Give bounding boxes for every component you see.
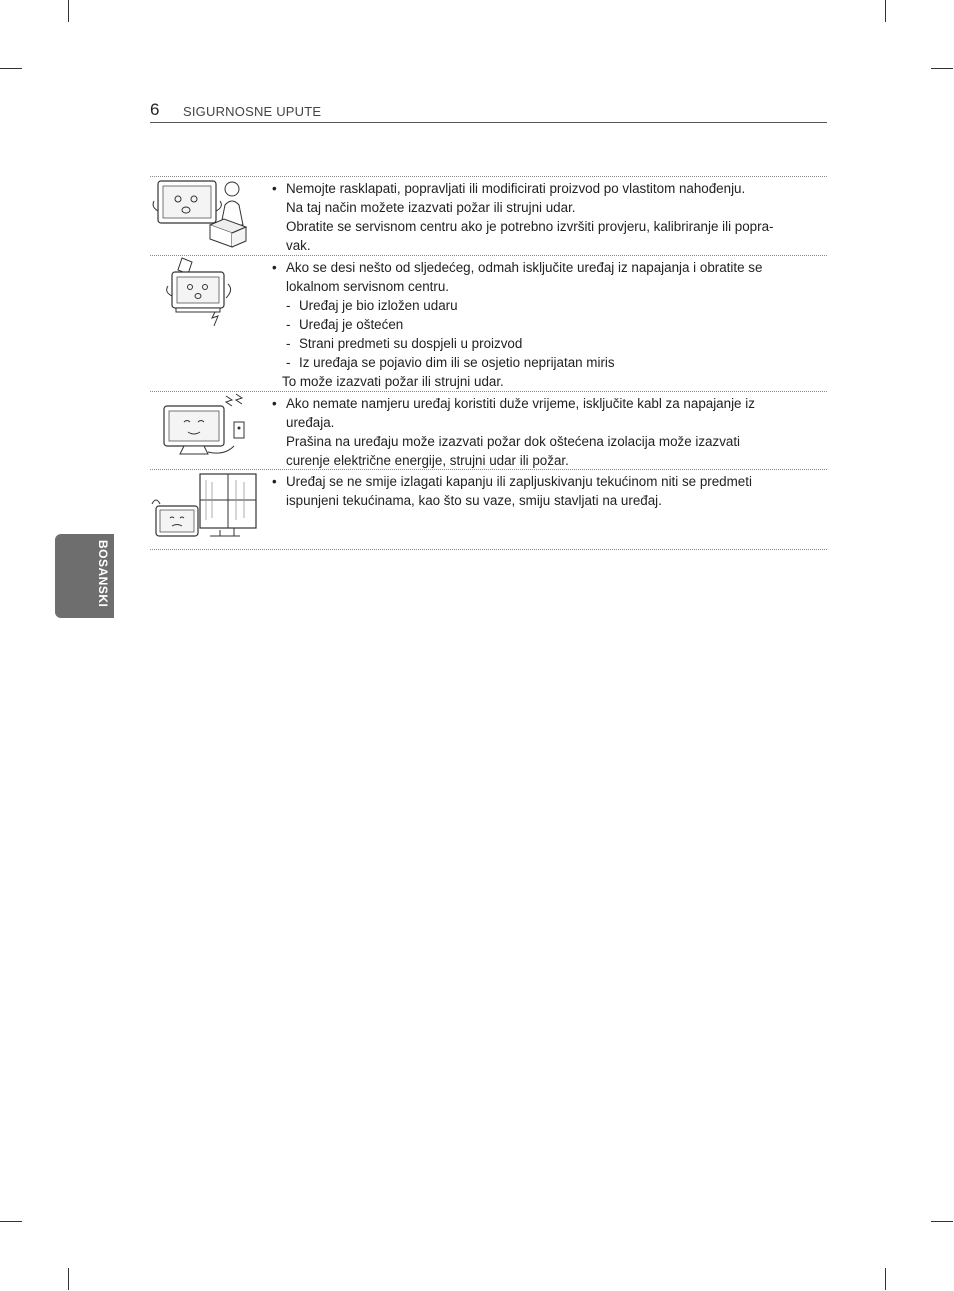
- sub-item: - Strani predmeti su dospjeli u proizvod: [272, 334, 827, 353]
- safety-row: [150, 177, 827, 256]
- safety-row: [150, 256, 827, 392]
- text-line: Na taj način možete izazvati požar ili strujni udar.: [286, 200, 576, 215]
- safety-text: [272, 177, 827, 255]
- bullet-item: • Nemojte rasklapati, popravljati ili modificirati proizvod po vlastitom nahođenju.: [272, 179, 827, 198]
- crop-mark: [68, 0, 69, 22]
- crop-mark: [931, 68, 953, 69]
- text-line: ispunjeni tekućinama, kao što su vaze, smiju stavljati na uređaj.: [286, 493, 662, 508]
- bullet-item: • Uređaj se ne smije izlagati kapanju ili zapljuskivanju tekućinom niti se predmeti: [272, 472, 827, 491]
- text-line: vak.: [286, 238, 311, 253]
- tv-unplugged-illustration: [150, 392, 260, 466]
- safety-row: [150, 392, 827, 470]
- safety-text: [272, 392, 827, 470]
- language-tab-label: BOSANSKI: [96, 540, 110, 608]
- text-line: lokalnom servisnom centru.: [286, 279, 449, 294]
- crop-mark: [0, 1221, 22, 1222]
- bullet-item: • Ako se desi nešto od sljedećeg, odmah isključite uređaj iz napajanja i obratite se: [272, 258, 827, 277]
- sub-item: - Uređaj je bio izložen udaru: [272, 296, 827, 315]
- text-line: To može izazvati požar ili strujni udar.: [282, 374, 504, 389]
- safety-text: [272, 256, 827, 391]
- bullet-item: • Ako nemate namjeru uređaj koristiti duže vrijeme, isključite kabl za napajanje iz: [272, 394, 827, 413]
- safety-table: [150, 176, 827, 550]
- text-line: uređaja.: [286, 415, 335, 430]
- tv-liquid-illustration: [150, 470, 260, 548]
- page-number: 6: [150, 100, 160, 119]
- section-title: SIGURNOSNE UPUTE: [183, 104, 322, 119]
- tv-disassembly-illustration: [150, 177, 260, 253]
- language-tab: [55, 534, 114, 618]
- text-line: Prašina na uređaju može izazvati požar dok oštećena izolacija može izazvati: [286, 434, 741, 449]
- sub-item: - Iz uređaja se pojavio dim ili se osjetio neprijatan miris: [272, 353, 827, 372]
- text-line: Obratite se servisnom centru ako je potrebno izvršiti provjeru, kalibriranje ili popra-: [286, 219, 774, 234]
- crop-mark: [0, 68, 22, 69]
- sub-item: - Uređaj je oštećen: [272, 315, 827, 334]
- text-line: curenje električne energije, strujni udar ili požar.: [286, 453, 569, 468]
- safety-text: [272, 470, 827, 510]
- crop-mark: [885, 1268, 886, 1290]
- tv-impact-illustration: [150, 256, 260, 336]
- page-header: [150, 100, 827, 123]
- crop-mark: [68, 1268, 69, 1290]
- crop-mark: [931, 1221, 953, 1222]
- safety-row: [150, 470, 827, 550]
- crop-mark: [885, 0, 886, 22]
